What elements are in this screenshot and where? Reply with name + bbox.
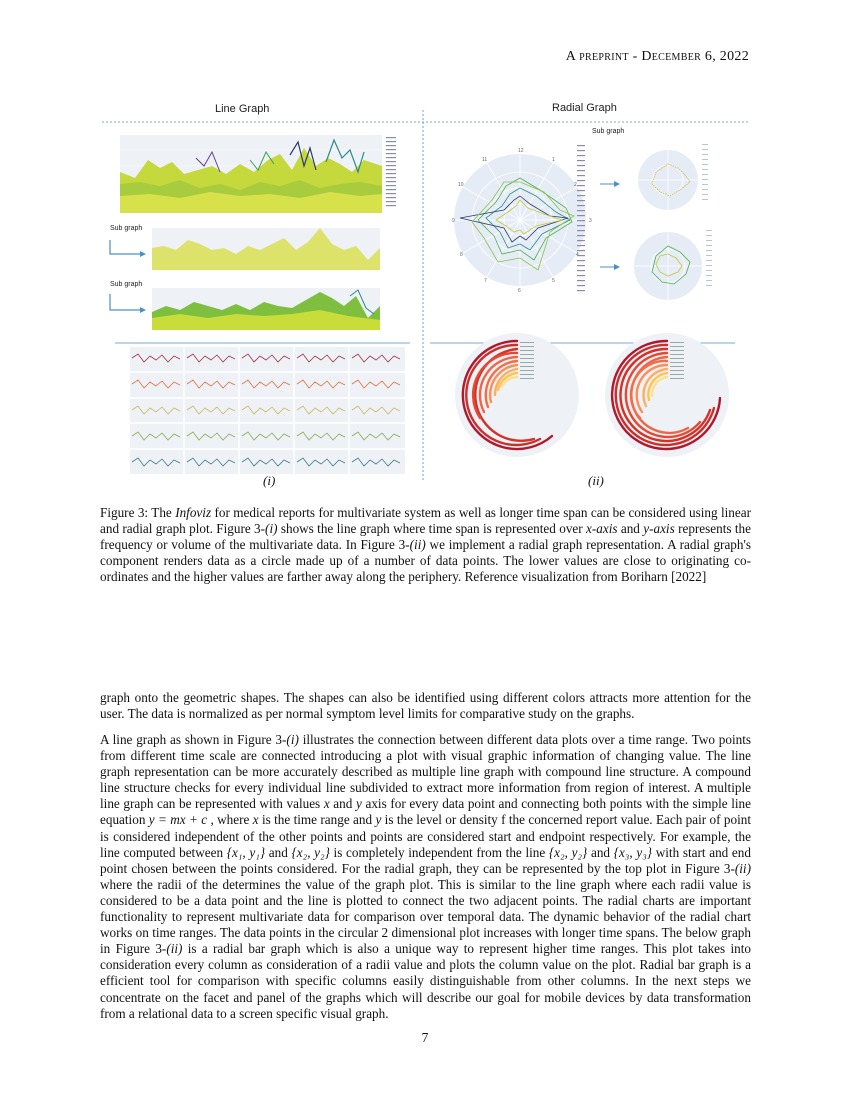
svg-text:9: 9 xyxy=(452,218,455,224)
svg-text:1: 1 xyxy=(552,157,555,163)
radial-bar-chart-2 xyxy=(605,333,729,457)
line-graph-title: Line Graph xyxy=(215,103,270,115)
radial-line-chart xyxy=(452,145,592,294)
sub-radial-arrows xyxy=(600,181,620,270)
subgraph-label-right: Sub graph xyxy=(592,128,625,135)
subgraph-1-chart xyxy=(110,228,380,270)
svg-text:3: 3 xyxy=(589,218,592,224)
main-area-chart xyxy=(120,135,396,213)
figure-caption: Figure 3: The Infoviz for medical reports for multivariate system as well as longer time span can be considered using linear and radial graph plot. Figure 3-(i) shows the line graph where time span is represented over x-axis and y-axis represents the frequency or volume of the multivariate data. In Figure 3-(ii) we implement a radial graph representation. A radial graph's component renders data as a circle made up of a number of data points. The lower values are close to originating co-ordinates and the higher values are farther away along the periphery. Reference visualization from Boriharn [2022] xyxy=(100,505,751,585)
radial-graph-title: Radial Graph xyxy=(552,102,617,114)
figure-3 xyxy=(100,100,750,492)
panel-i-label: (i) xyxy=(263,473,276,488)
svg-text:8: 8 xyxy=(460,252,463,258)
header-date: December 6, 2022 xyxy=(641,49,749,64)
paragraph-1: graph onto the geometric shapes. The shapes can also be identified using different colors attracts more attention for the user. The data is normalized as per normal symptom level limits for comparative study on the graphs. xyxy=(100,690,751,722)
paragraph-2: A line graph as shown in Figure 3-(i) illustrates the connection between different data plots over a time range. Two points from different time scale are connected introducing a plot with visual graphic information of changing value. The line graph representation can be more accurately described as multiple line graph with compound line structure. A compound line structure checks for every individual line subdivided to extract more information from region of interest. A multiple line graph can be represented with values x and y axis for every data point and connecting both points with the simple line equation y = mx + c , where x is the time range and y is the level or density f the concerned report value. Each pair of point is considered independent of the other points and points are considered start and endpoint respectively. For example, the line computed between {x₁, y₁} and {x₂, y₂} is completely independent from the line {x₂, y₂} and {x₃, y₃} with start and end point chosen between the points considered. For the radial graph, they can be represented by the top plot in Figure 3-(ii) where the radii of the determines the value of the graph plot. This is similar to the line graph where each radii value is considered to be a data point and the line is plotted to connect the two adjacent points. The radial charts are important functionality to represent multivariate data for comparison over temporal data. The dynamic behavior of the radial chart works on time ranges. The data points in the circular 2 dimensional plot increases with longer time spans. The below graph in Figure 3-(ii) is a radial bar graph which is also a unique way to represent higher time ranges. This plot takes into consideration every column as consideration of a radii value and plots the column value on the plot. Radial bar graph is a efficient tool for comparison with specific columns easily distinguishable from other columns. In the next steps we concentrate on the facet and panel of the graphs which will describe our goal for mobile devices by data transformation from a relational data to a screen specific visual graph. xyxy=(100,732,751,1021)
subgraph-label-a: Sub graph xyxy=(110,225,143,232)
panel-ii-label: (ii) xyxy=(588,473,604,488)
svg-text:12: 12 xyxy=(518,148,524,154)
small-multiples-grid xyxy=(130,347,405,474)
page-number: 7 xyxy=(421,1030,429,1045)
svg-text:6: 6 xyxy=(518,288,521,294)
svg-text:11: 11 xyxy=(482,157,488,163)
sub-radial-chart-1 xyxy=(638,144,708,210)
svg-text:5: 5 xyxy=(552,278,555,284)
svg-text:2: 2 xyxy=(574,182,577,188)
radial-bar-chart-1 xyxy=(455,333,579,457)
header-prefix: A preprint - xyxy=(565,49,642,64)
svg-text:7: 7 xyxy=(484,278,487,284)
svg-text:10: 10 xyxy=(458,182,464,188)
subgraph-label-b: Sub graph xyxy=(110,281,143,288)
figure-graphics xyxy=(100,100,750,492)
sub-radial-chart-2 xyxy=(634,230,712,300)
running-header xyxy=(566,49,749,65)
subgraph-2-chart xyxy=(110,288,380,330)
